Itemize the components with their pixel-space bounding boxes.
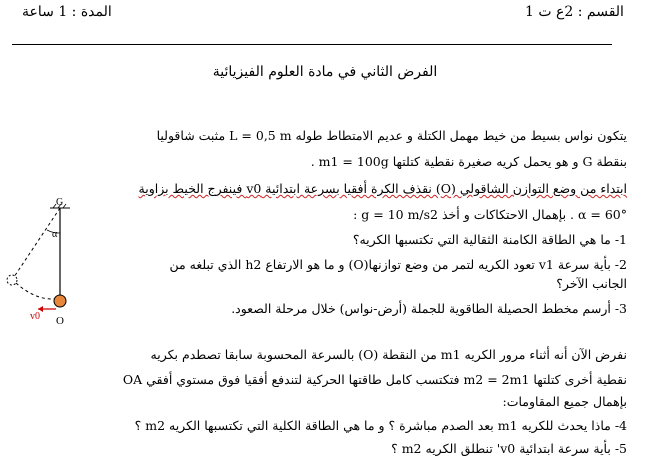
question-2a: 2- بأية سرعة v1 تعود الكريه لتمر من وضع توازنها(O) و ما هو الارتفاع h2 الذي تبلغه من xyxy=(169,257,627,272)
question-1: 1- ما هي الطاقة الكامنة الثقالية التي تكتسبها الكريه؟ xyxy=(352,232,627,247)
label-alpha: α xyxy=(52,229,58,240)
part1-line1: يتكون نواس بسيط من خيط مهمل الكتلة و عديم الامتطاط طوله L = 0,5 m مثبت شاقوليا xyxy=(156,128,627,143)
question-3: 3- أرسم مخطط الحصيلة الطاقوية للجملة (أرض-نواس) خلال مرحلة الصعود. xyxy=(231,301,627,316)
pendulum-figure xyxy=(0,195,90,330)
part1-line3: ابتداء من وضع التوازن الشاقولي (O) نقذف الكرة أفقيا بسرعة ابتدائية v0 فينفرج الخيط بزاوية xyxy=(138,181,627,196)
section-label: القسم : 2ع ت 1 xyxy=(525,4,624,20)
header-divider xyxy=(12,44,612,45)
pendulum-ball xyxy=(54,295,66,307)
part2-line3: بإهمال جميع المقاومات: xyxy=(502,394,627,409)
question-5: 5- بأية سرعة ابتدائية v0' تنطلق الكريه m2 ؟ xyxy=(391,441,627,456)
part1-line4: α = 60° . بإهمال الاحتكاكات و أخذ g = 10 m/s2 : xyxy=(353,207,627,222)
page-title: الفرض الثاني في مادة العلوم الفيزيائية xyxy=(212,64,438,80)
duration-label: المدة : 1 ساعة xyxy=(22,4,112,20)
label-g: G xyxy=(56,197,64,208)
part2-line2: نقطية أخرى كتلتها m2 = 2m1 فتكتسب كامل طاقتها الحركية لتندفع أفقيا فوق مستوي أفقي OA xyxy=(122,372,627,387)
question-2b: الجانب الآخر؟ xyxy=(556,276,627,291)
label-v0: v0 xyxy=(30,311,40,322)
part1-line2: بنقطة G و هو يحمل كريه صغيرة نقطية كتلتها m1 = 100g . xyxy=(310,154,627,169)
label-o: O xyxy=(56,315,64,327)
question-4: 4- ماذا يحدث للكريه m1 بعد الصدم مباشرة ؟ و ما هي الطاقة الكلية التي تكتسبها الكريه m2 ؟ xyxy=(134,418,627,433)
part2-line1: نفرض الآن أنه أثناء مرور الكريه m1 من النقطة (O) بالسرعة المحسوبة سابقا تصطدم بكريه xyxy=(150,347,627,362)
deflected-string xyxy=(14,208,60,277)
